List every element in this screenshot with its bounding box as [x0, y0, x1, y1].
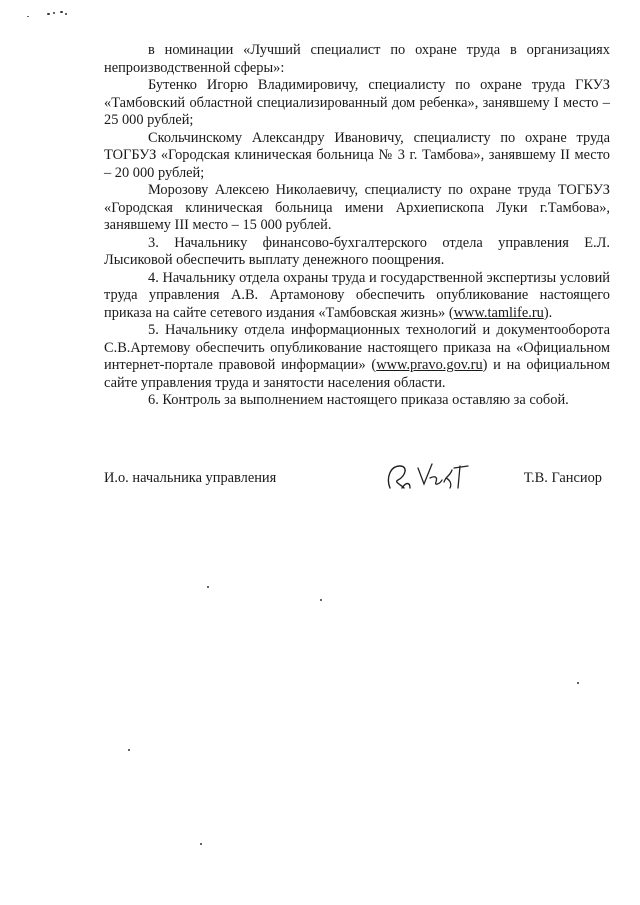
paragraph-morozov: Морозову Алексею Николаевичу, специалисту по охране труда ТОГБУЗ «Городская клиническая больница имени Архиепископа Луки г.Тамбова», занявшему III место – 15 000 рублей. [104, 182, 610, 233]
paragraph-item-3: 3. Начальнику финансово-бухгалтерского отдела управления Е.Л. Лысиковой обеспечить выплату денежного поощрения. [104, 234, 610, 268]
paragraph-nomination: в номинации «Лучший специалист по охране труда в организациях непроизводственной сферы»: [104, 42, 610, 76]
item-5-text: 5. Начальнику отдела информационных технологий и документооборота С.В.Артемову обеспечить опубликование настоящего приказа на «Официальном интернет-портале правовой информации» ( [104, 322, 610, 373]
tamlife-link[interactable]: www.tamlife.ru [453, 304, 544, 321]
scan-speck [65, 13, 67, 15]
handwritten-signature [380, 458, 480, 498]
signer-name: Т.В. Гансиор [523, 470, 602, 486]
paragraph-skolchinsky: Скольчинскому Александру Ивановичу, специалисту по охране труда ТОГБУЗ «Городская клиническая больница № 3 г. Тамбова», занявшему II место – 20 000 рублей; [104, 129, 610, 181]
signer-title: И.о. начальника управления [104, 470, 277, 486]
paragraph-item-6: 6. Контроль за выполнением настоящего приказа оставляю за собой. [148, 392, 569, 408]
scan-speck [47, 13, 50, 15]
scan-speck [207, 586, 209, 588]
scan-speck [200, 843, 202, 845]
pravo-link[interactable]: www.pravo.gov.ru [376, 357, 483, 373]
paragraph-item-4 [104, 270, 610, 323]
scan-speck [128, 749, 130, 751]
paragraph-butenko: Бутенко Игорю Владимировичу, специалисту по охране труда ГКУЗ «Тамбовский областной специализированный дом ребенка», занявшему I место – 25 000 рублей; [104, 77, 610, 128]
scan-speck [577, 682, 579, 684]
item-4-text: 4. Начальнику отдела охраны труда и государственной экспертизы условий труда управления А.В. Артамонову обеспечить опубликование настоящего приказа на сайте сетевого издания «Тамбовская жизнь» ( [104, 269, 610, 321]
order-body [104, 42, 610, 410]
scan-speck [320, 599, 322, 601]
scan-speck [53, 12, 55, 14]
scan-speck [60, 11, 63, 13]
scan-speck [27, 16, 29, 17]
item-4-tail: ). [543, 304, 553, 321]
paragraph-item-5 [104, 322, 610, 392]
item-5-tail: ) и на официальном сайте управления труда и занятости населения области. [104, 357, 610, 391]
signature-block [104, 470, 610, 510]
